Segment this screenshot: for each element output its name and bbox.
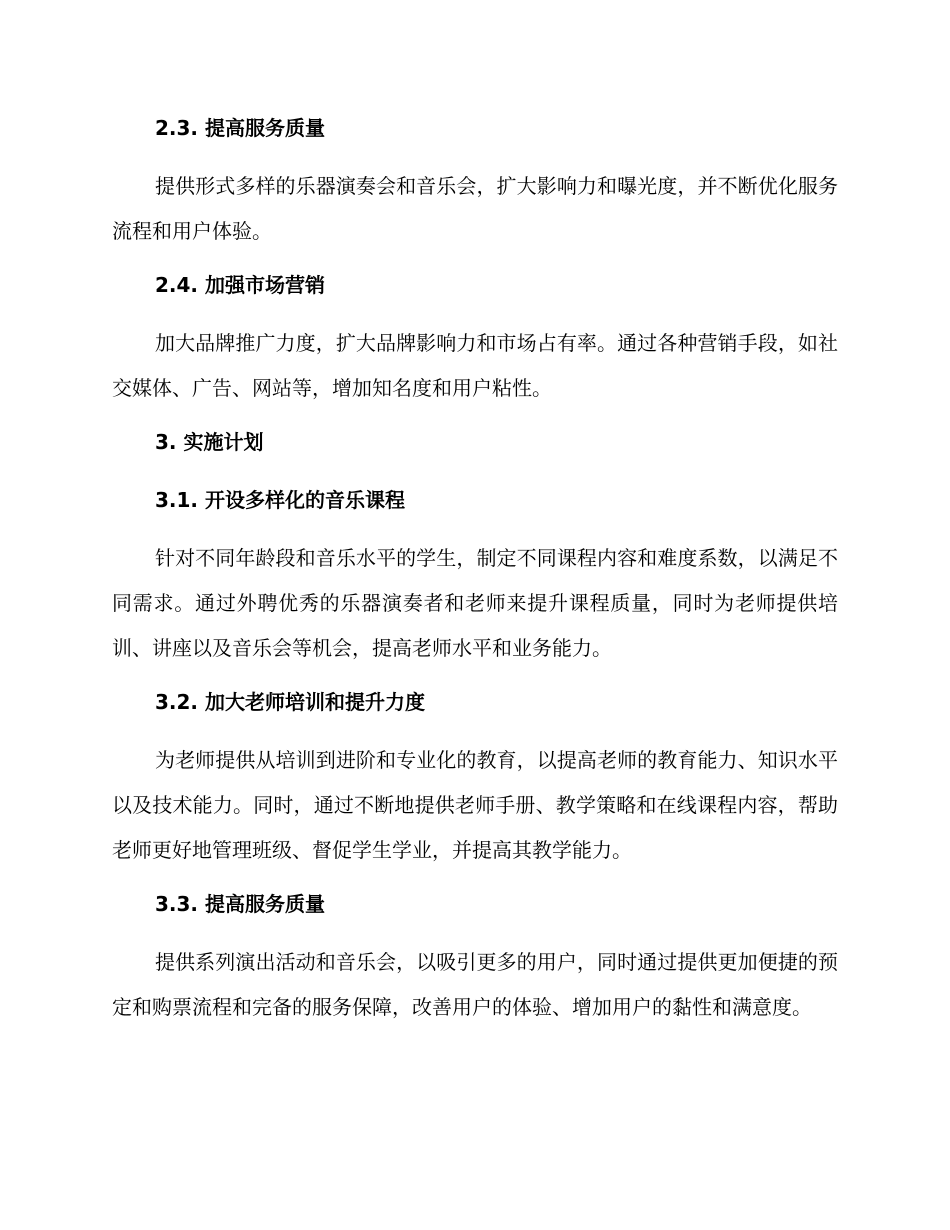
- section-heading-2-3: 2.3. 提高服务质量: [155, 116, 325, 140]
- section-body-2-4: 加大品牌推广力度，扩大品牌影响力和市场占有率。通过各种营销手段，如社交媒体、广告、网站等，增加知名度和用户粘性。: [112, 331, 838, 400]
- section-heading-2-4: 2.4. 加强市场营销: [155, 273, 325, 297]
- section-heading-3-2: 3.2. 加大老师培训和提升力度: [155, 690, 425, 714]
- section-body-2-3: 提供形式多样的乐器演奏会和音乐会，扩大影响力和曝光度，并不断优化服务流程和用户体验。: [112, 174, 838, 243]
- section-body-3-1: 针对不同年龄段和音乐水平的学生，制定不同课程内容和难度系数，以满足不同需求。通过外聘优秀的乐器演奏者和老师来提升课程质量，同时为老师提供培训、讲座以及音乐会等机会，提高老师水平和业务能力。: [112, 546, 838, 660]
- section-heading-3: 3. 实施计划: [155, 430, 264, 454]
- section-heading-3-1: 3.1. 开设多样化的音乐课程: [155, 488, 405, 512]
- section-body-3-3: 提供系列演出活动和音乐会，以吸引更多的用户，同时通过提供更加便捷的预定和购票流程和完备的服务保障，改善用户的体验、增加用户的黏性和满意度。: [112, 950, 838, 1019]
- section-body-3-2: 为老师提供从培训到进阶和专业化的教育，以提高老师的教育能力、知识水平以及技术能力。同时，通过不断地提供老师手册、教学策略和在线课程内容，帮助老师更好地管理班级、督促学生学业，并提高其教学能力。: [112, 748, 838, 862]
- section-heading-3-3: 3.3. 提高服务质量: [155, 892, 325, 916]
